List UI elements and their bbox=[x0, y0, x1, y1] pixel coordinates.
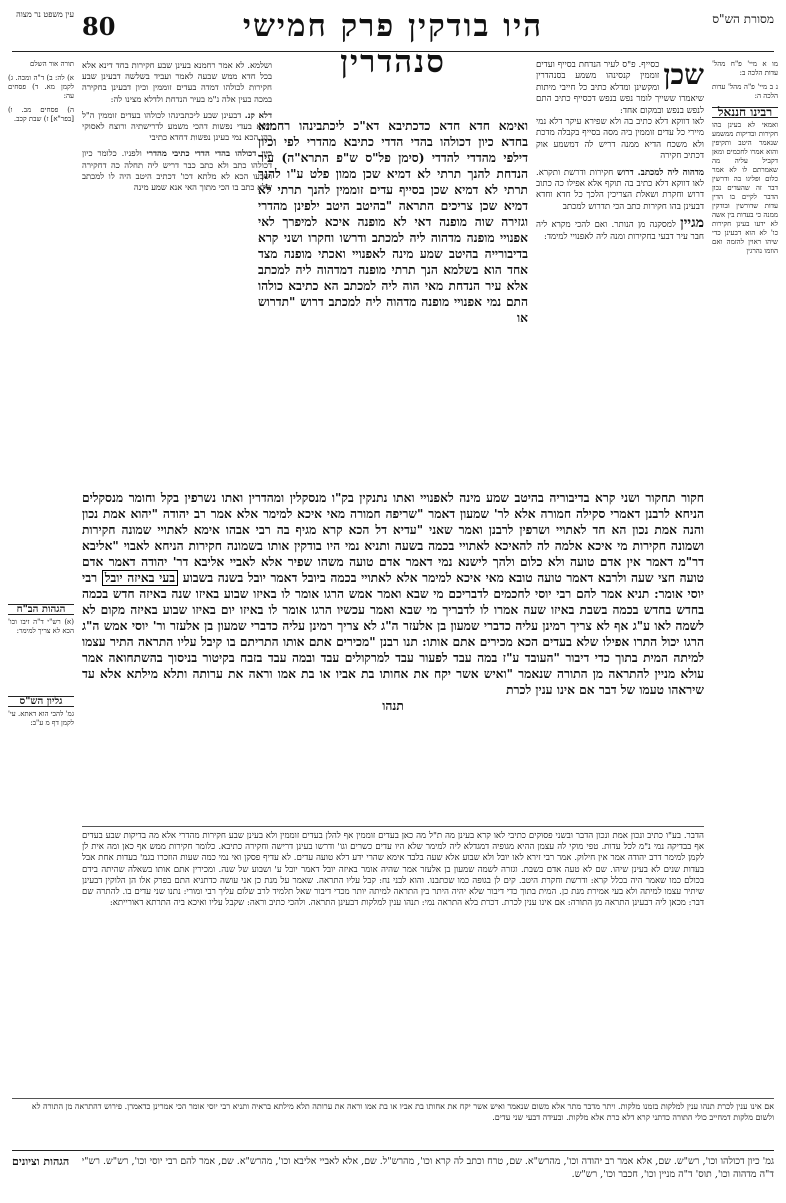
rashi-heading: מגיין bbox=[680, 215, 704, 232]
rashi-text: למסקנה מן הנותר. ואם להכי מקרא ליה חבר עיר דבעי בחקירות ומנה ליה לאפנויי למימד: bbox=[536, 220, 704, 242]
hagahot-habach-text: (א) רש"י ד"ה זיבו וכו' הכא לא צריך למימר: bbox=[8, 618, 74, 635]
gilyon-hashas-title: גליון הש"ס bbox=[8, 696, 74, 707]
hagahot-habach-title: הגהות הב"ח bbox=[8, 604, 74, 615]
tosafot-heading: כיון דכולהו בהדי הדדי כתיבי מהדרי bbox=[146, 148, 272, 159]
mesoret-hashas-label: מסורת הש"ס bbox=[712, 12, 774, 26]
margin-left-column bbox=[8, 60, 74, 1090]
margin-reference: נ ב מיי' פ"ה מהל' עדות הלכה ה: bbox=[712, 83, 778, 100]
rashi-text: לאו דווקא דלא כתיב בה ולא שפירא עיקר דלא נמי מיירי כל עדים זוממין ביה מסה בסייף בקבלה מדכת ולא משכח הדיא ממנה דריש לה דמשמע אוק דכתיב חקירה bbox=[536, 117, 704, 162]
tosafot-column bbox=[82, 60, 272, 485]
lower-commentary: הדבר. בע"ו כתיב ונכון אמת ונכון הדבר ובשני פסוקים כתיבי לאו קרא בעינן מה ת"ל מה כאן בעדים זוממין אף להלן בעדים זוממין ולא בעינן שבע חקירות מהדרי אלא מה בדיקות שבע בעדים אף בבדיקה נמי נ"מ לכל עדות. טפי מוקי לה עצמן ההיא מגופיה דמגדלא ליה למימר שלא היו עדים כשרים וגו' ודרשו בעינן דרישה וחקירה כתיבא. כלומר חקירות ממש אף כאן ומה אית לן לקמן למימר דרב יהודה אמר אין חילוק. אמר רבי זירא לאו יובל ולא שבוע אלא שעה בלבד אימא שהרי ידע דלא טועה עדים. לא עדיף פסקן ואי נמי כמה שעות הוזכרו בגמ' בעדות אחת אבל בעדות שנים לא בעינן שיהו. שם לא טעה אדם בשבת. וגזרה לשמה שמעון בן אלעזר אמר שהיה אומר באיזה יובל דאמר יובל ע' ושבוע של שנה. ומכירין אתם אותו בשאלה שהיתה בידם בכולם כמו שאמר היה בכלל קרא: ודרשת וחקרת היטב. קים לן בגופה כמו שכתבנו. והוא לבני נח: קבל עליו התראה. שאמר על מנת כן אני עושה כדתניא התם בפרק אלו הן הלוקין דבעינן שיתיר עצמו למיתה ולא בעי אמירת מנת כן. המית בתוך כדי דיבור שלא יהיה היתר בין התראה למיתה יותר מכדי דיבור שאל תלמיד לרב שלום עליך רבי ומורי: נתנו שני עדים בו. להתרה שם דבר: מכאן ליה דבעינן התראה מן התורה: אם אינו ענין לכרת. דכרת בלא התראה נמי: תנהו ענין למלקות דבעינן התראה. ולהכי כתיב וראה: שקבל עליו ואיכא ביה התרתא דאורייתא: bbox=[82, 826, 704, 1094]
footer-text: גמ' כיון דכולהו וכו', רש"ש. שם, אלא אמר רב יהודה וכו', מהרש"א. שם, טרח וכתב לה קרא וכו', מהרש"ל. שם, אלא לאביי אליבא וכו', מהרש"א. שם, אמר להם רבי יוסי וכו', רש"ש. רש"י ד"ה מדהוה וכו', תוס' ד"ה מניין וכו', חכבר וכו', רש"ש. bbox=[81, 1156, 774, 1180]
gemara-text: רבי יוסי אומר: תניא אמר להם רבי יוסי לחכמים לדבריכם מי שבא ואמר אמש הרגו אומר לו באיזו שבוע באיזו שנה באיזה חדש בכמה בחדש בחדש בכמה בשבת באיזו שעה אמרו לו לדבריך מי שבא ואמר עכשיו הרגו אומר לו באיזו יום באיזו שבוע באיזה מקום לא לשמה לאו ע"ג אף לא צריך רמינן עליה כדברי שמעון בן אלעזר ה"ג לא צריך רמינן עליה כדברי שמעון בן אלעזר ור' יוסי אמש ה"ג הרגו יכול התרו אפילו שלא בעדים הכא מכירים אתם אותו: תנו רבנן "מכירים אתם אותו התריתם בו קיבל עליו התראה התיר עצמו למיתה המית בתוך כדי דיבור "העובד ע"ז במה עבד לפעור עבד למרקולים עבד ובמה עבד בזבח בקיטור בניסוך בהשתחואה אמר עולא מניין להתראה מן התורה שנאמר "ואיש אשר יקח את אחותו בת אביו או בת אמו וראה את ערותה ותלא מילתא אלא עד שיראהו טעמו של דבר אם אינו ענין לכרת bbox=[82, 571, 704, 697]
rashi-column bbox=[536, 60, 704, 485]
footer-label: הגהות וציונים bbox=[12, 1155, 70, 1168]
gemara-wide-text bbox=[82, 490, 704, 820]
page-number: 80 bbox=[82, 12, 116, 41]
gilyon-hashas-text: גמ' להכי הוא דאתא. עי' לקמן דף מ ע"ב: bbox=[8, 710, 74, 727]
gemara-main-text: ואימא חדא חדא כדכתיבא דא"כ ליכתבינהו רחמנא בחדא כיון דכולהו בהדי הדדי כתיבא מהדרי לפי וכיון דילפי מהדדי להדדי (סימן פל"ס ש"פ התרא"ה) עיר הנדחת להנך תרתי לא דמיא שכן ממון פלט ע"ו להנך תרתי לא דמיא שכן בסייף עדים זוממין להנך תרתי לא דמיא שכן צריכים התראה "בהיטב היטב ילפינן מהדרי וגזירה שוה מופנה דאי לא מופנה איכא למיפרך לאי אפנויי מופנה מדהוה ליה למכתב ודרשו וחקרו ושני קרא בדיבורייה בהיטב שמע מינה לאפנויי ואכתי מופנה מצד אחד הוא בשלמא הנך תרתי מופנה דמדהוה ליה למכתב אלא עיר הנדחת מאי הוה ליה למכתב הא כתיבא כולהו התם נמי אפנויי מופנה מדהוה ליה למכתב דרוש "תדרוש או bbox=[258, 119, 528, 325]
margin-right-column bbox=[712, 60, 778, 1090]
rashi-text: חקירות ודרשת ותקרא. לאו דווקא דלא כתיב בה תוקף אלא אפילו כה כתוב דרוש וחקרת ושאלת הצריכין הלכך כל חדא וחדא דבעינן בהו חקירות כתב הכי תדרוש למכתב bbox=[536, 167, 704, 212]
page-title: היו בודקין פרק חמישי סנהדרין bbox=[242, 8, 544, 80]
rabbeinu-chananel-title: רבינו חננאל bbox=[712, 107, 778, 118]
tosafot-text: דבעינן שבע ליכתבינהו לכולהו בעדים זוממין ה"ל דוקא בעדי נפשות דהכי משמע לדרישתיה ורוצח לאסוקי בהו הכא נמי בעינן נפשות דחדא כתיבי bbox=[82, 109, 272, 143]
bottom-notes: אם אינו ענין לכרת תנהו ענין למלקות בזמנו מלקות. ויתר מדבר מתר אלא משום שנאמר ואיש אשר יקח את אחותו בת אביו או בת אמו וראה את ערותה תלא מילתא בראיה ותניא רבי יוסי אומר הכי אמרינן כדאמרן. פירוש דהתראה מן התורה לא ולשום מלקות דמחייב כולי התורה כדתני קרא דלא כרת אלא מלקות. ובעידה דבעי שני עדים. bbox=[12, 1098, 774, 1123]
margin-reference: מו א מיי' פ"ח מהל' עדות הלכה ב: bbox=[712, 60, 778, 77]
rashi-opening-word: שכן bbox=[663, 60, 704, 91]
margin-reference: ה) פסחים מב. ו) [בפר"א] ז) שבת קכב. bbox=[8, 106, 74, 123]
rashi-heading: מדהוה ליה למכתב. דרוש bbox=[617, 167, 704, 178]
margin-reference: א) לה: ב) ד"ה ומכה. ג) לקמן מא. ד) פסחים עה: bbox=[8, 74, 74, 100]
tosafot-text: ולפניו. כלומר כיון דכולהו כתב ולא כתב כבר דריש ליה תחלה כה דחקירה ושבעו הכא לא מלתא דכו' דכתיב היטב היה לו למכתב שלא כתב בו הכי מתוך האי אנא שמע מינה bbox=[82, 148, 272, 193]
gemara-text: חקור תחקור ושני קרא בדיבוריה בהיטב שמע מינה לאפנויי ואתו נתנקין בק"ו מנסקלין ומהדרין ואתו נשרפין בקל וחומר מנסקלים הניחא לרבנן דאמרי סקילה חמורה אלא לר' שמעון דאמר "שריפה חמורה מאי איכא למימר אלא אמר רב יהודה "יהוא אמת נכון והנה אמת נכון הא חד לאתויי ושרפין לרבנן ואמר שאני "עדיא דל הכא קרא מגיף בה רבי אבהו אימא לאתויי שמונה חקירות ושמונה חקירות מי איכא אלמה לה להאיכא לאתויי בכמה בשעה ותניא נמי היו בודקין אותו בשמונה חקירות הניחא לאבוי "אליבא דר"מ דאמר אין אדם טועה ולא כלום ולהך לישנא נמי דאמר אדם טועה משהו שפיר אלא לאביי אליבא דר' יהודה דאמר אדם טועה חצי שעה ולרבא דאמר טועה טובא מאי איכא למימר אלא לאתויי בכמה ביובל דאמר יובל בשנה בשבוע bbox=[82, 491, 704, 585]
highlighted-phrase: בעי באיזה יובל bbox=[102, 570, 178, 586]
tosafot-text: ושלמא. לא אמר רחמנא בעינן שבע חקירות בחד דינא אלא בכל חדא ממש שבעה לאמר ועביד בשלשה דבעינן שבע חקירות לכולהו דמדה בעדים זוממין וכיון דבעינן בחקירה במכה בעין אלה נ"מ בעיר הנדחת ולדלא מצינו לה: bbox=[82, 60, 272, 104]
margin-reference: תורה אור השלם bbox=[29, 60, 74, 68]
tosafot-heading: דלא קנ. bbox=[244, 109, 272, 120]
ein-mishpat-label: עין משפט נר מצוה bbox=[16, 10, 74, 19]
rashi-text: כסייף. פ"ס לעיר הנדחת בסייף ועדים זוממין קנסינהו משמע בסנהדרין ומקשינן ומדלא כתיב כל חייבי מיתות שיאמרו ששייך לומר נפש בנפש דכסייף כתיב התם לנפש בנפש ובמקום אחד: bbox=[536, 60, 704, 116]
rabbeinu-chananel-text: ואמאי לא בעינן בהו חקירות ובדיקות ממשמע שנאמר היטב ותקיפין והוא אמרו לחכמים ומאן דקביל עליה מה שאמרתם לו לא אמר כלום ופליגו בה ודרשין דבר זה שהעדים נכון הדבר לקיים בו הדין עדות שדורשין ובודקין ממנה כי בעדות בין אשה לא ידעו בעינן חקירות כו' לא הוא דבעינן כדי שיהו ראוין להזמה ואם הוזמו נהרגין bbox=[712, 121, 778, 255]
page-footer bbox=[12, 1150, 774, 1192]
gemara-closing-word: תנהו bbox=[382, 699, 404, 713]
